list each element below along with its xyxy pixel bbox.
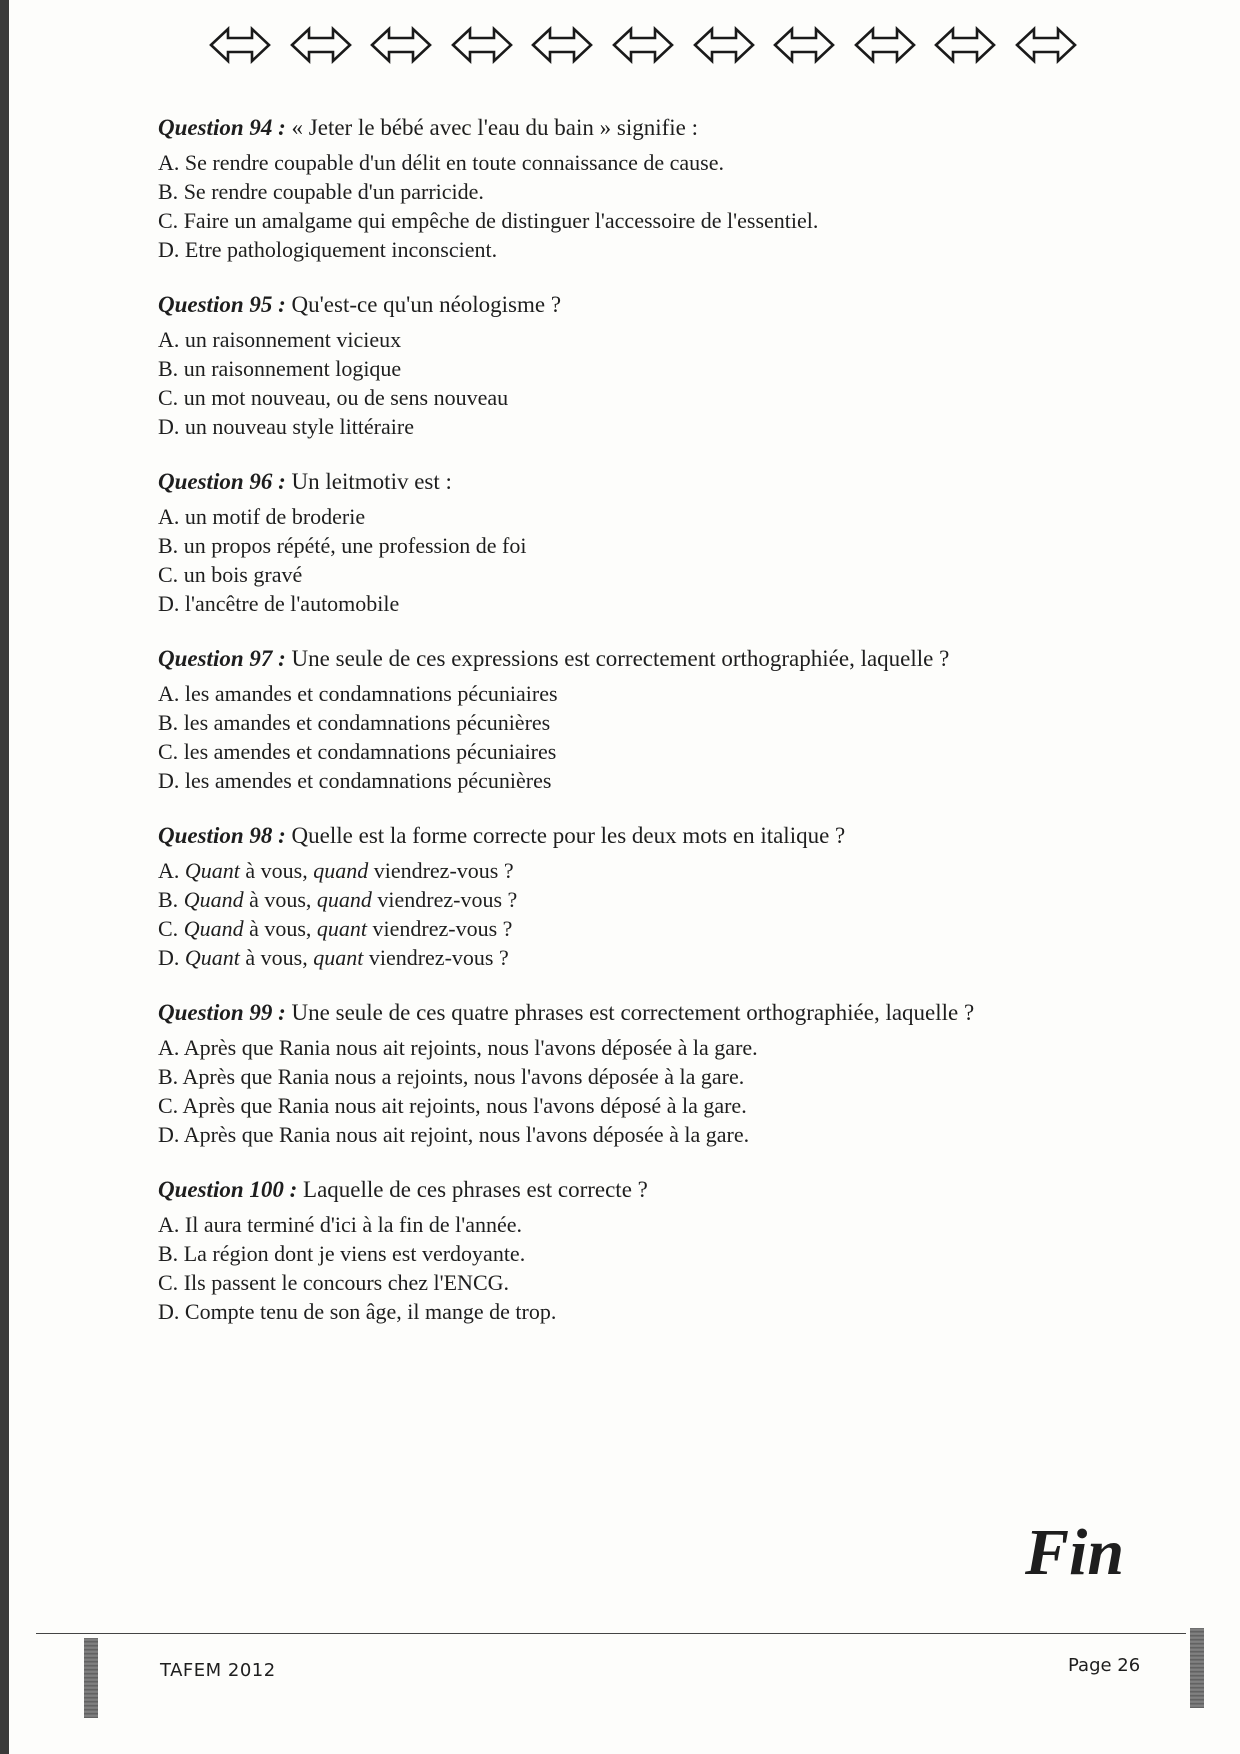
question-block bbox=[158, 820, 1058, 972]
answer-option bbox=[158, 885, 1058, 914]
answer-option bbox=[158, 148, 1058, 177]
option-text: un motif de broderie bbox=[184, 504, 366, 529]
footer-exam-name: TAFEM 2012 bbox=[160, 1660, 276, 1681]
question-heading bbox=[158, 997, 1058, 1029]
question-block bbox=[158, 643, 1058, 795]
option-letter: C. bbox=[158, 1093, 179, 1118]
question-heading bbox=[158, 289, 1058, 321]
answer-option bbox=[158, 560, 1058, 589]
option-letter: B. bbox=[158, 1241, 179, 1266]
option-letter: B. bbox=[158, 710, 179, 735]
question-number: Question 100 : bbox=[158, 1177, 298, 1202]
answer-option bbox=[158, 1210, 1058, 1239]
option-text: un bois gravé bbox=[183, 562, 303, 587]
question-text: « Jeter le bébé avec l'eau du bain » signifie : bbox=[291, 115, 699, 140]
option-text: Ils passent le concours chez l'ENCG. bbox=[183, 1270, 510, 1295]
option-italic-word: Quant bbox=[184, 945, 240, 970]
option-text: viendrez-vous ? bbox=[371, 887, 518, 912]
answer-option bbox=[158, 235, 1058, 264]
ornament-row bbox=[208, 20, 1078, 70]
option-letter: C. bbox=[158, 385, 179, 410]
double-arrow-icon bbox=[450, 25, 514, 65]
double-arrow-icon bbox=[611, 25, 675, 65]
option-letter: B. bbox=[158, 1064, 179, 1089]
option-letter: D. bbox=[158, 1122, 180, 1147]
question-list bbox=[158, 112, 1058, 1351]
answer-option bbox=[158, 1268, 1058, 1297]
question-block bbox=[158, 112, 1058, 264]
option-text: Se rendre coupable d'un parricide. bbox=[183, 179, 484, 204]
option-text: Se rendre coupable d'un délit en toute connaissance de cause. bbox=[184, 150, 724, 175]
option-text: à vous, bbox=[239, 945, 314, 970]
answer-option bbox=[158, 383, 1058, 412]
option-letter: D. bbox=[158, 591, 180, 616]
end-mark: Fin bbox=[1025, 1516, 1125, 1589]
option-letter: A. bbox=[158, 1212, 180, 1237]
option-text: un mot nouveau, ou de sens nouveau bbox=[183, 385, 509, 410]
question-number: Question 95 : bbox=[158, 292, 286, 317]
option-text: Après que Rania nous ait rejoint, nous l'avons déposée à la gare. bbox=[183, 1122, 750, 1147]
option-text: viendrez-vous ? bbox=[367, 916, 513, 941]
option-letter: A. bbox=[158, 150, 180, 175]
option-text: les amendes et condamnations pécunières bbox=[184, 768, 552, 793]
option-text: Après que Rania nous ait rejoints, nous l'avons déposée à la gare. bbox=[183, 1035, 758, 1060]
footer-scan-bar-right bbox=[1190, 1628, 1204, 1708]
option-text: les amandes et condamnations pécunières bbox=[183, 710, 551, 735]
answer-option bbox=[158, 1239, 1058, 1268]
question-heading bbox=[158, 820, 1058, 852]
answer-option bbox=[158, 1062, 1058, 1091]
option-text: viendrez-vous ? bbox=[368, 858, 514, 883]
option-text: Etre pathologiquement inconscient. bbox=[184, 237, 498, 262]
question-number: Question 94 : bbox=[158, 115, 286, 140]
option-text: Compte tenu de son âge, il mange de trop. bbox=[184, 1299, 557, 1324]
double-arrow-icon bbox=[772, 25, 836, 65]
question-text: Laquelle de ces phrases est correcte ? bbox=[303, 1177, 648, 1202]
answer-option bbox=[158, 708, 1058, 737]
option-letter: C. bbox=[158, 208, 179, 233]
option-letter: D. bbox=[158, 1299, 180, 1324]
double-arrow-icon bbox=[692, 25, 756, 65]
option-letter: C. bbox=[158, 739, 179, 764]
question-heading bbox=[158, 112, 1058, 144]
option-italic-word: Quand bbox=[183, 887, 244, 912]
option-text: Après que Rania nous ait rejoints, nous l'avons déposé à la gare. bbox=[182, 1093, 747, 1118]
scan-edge bbox=[0, 0, 9, 1754]
double-arrow-icon bbox=[1014, 25, 1078, 65]
question-block bbox=[158, 1174, 1058, 1326]
double-arrow-icon bbox=[208, 25, 272, 65]
option-letter: D. bbox=[158, 414, 180, 439]
footer-rule bbox=[36, 1633, 1186, 1634]
option-letter: D. bbox=[158, 768, 180, 793]
footer-page-number: Page 26 bbox=[1068, 1655, 1141, 1676]
question-block bbox=[158, 997, 1058, 1149]
answer-option bbox=[158, 679, 1058, 708]
option-italic-word: Quand bbox=[183, 916, 244, 941]
answer-option bbox=[158, 1091, 1058, 1120]
option-text: les amendes et condamnations pécuniaires bbox=[183, 739, 557, 764]
double-arrow-icon bbox=[530, 25, 594, 65]
option-text: un raisonnement vicieux bbox=[184, 327, 402, 352]
answer-option bbox=[158, 1120, 1058, 1149]
question-text: Qu'est-ce qu'un néologisme ? bbox=[291, 292, 562, 317]
option-text: l'ancêtre de l'automobile bbox=[184, 591, 400, 616]
double-arrow-icon bbox=[289, 25, 353, 65]
answer-option bbox=[158, 412, 1058, 441]
option-italic-word: quand bbox=[313, 858, 369, 883]
option-letter: B. bbox=[158, 356, 179, 381]
question-heading bbox=[158, 466, 1058, 498]
option-letter: C. bbox=[158, 562, 179, 587]
option-letter: A. bbox=[158, 1035, 180, 1060]
double-arrow-icon bbox=[369, 25, 433, 65]
option-italic-word: quant bbox=[313, 945, 364, 970]
footer-scan-bar-left bbox=[84, 1638, 98, 1718]
option-letter: A. bbox=[158, 504, 180, 529]
answer-option bbox=[158, 325, 1058, 354]
answer-option bbox=[158, 354, 1058, 383]
answer-option bbox=[158, 1297, 1058, 1326]
question-number: Question 98 : bbox=[158, 823, 286, 848]
answer-option bbox=[158, 737, 1058, 766]
option-letter: C. bbox=[158, 1270, 179, 1295]
option-letter: A. bbox=[158, 858, 180, 883]
question-number: Question 99 : bbox=[158, 1000, 286, 1025]
question-number: Question 97 : bbox=[158, 646, 286, 671]
option-text: à vous, bbox=[243, 887, 317, 912]
answer-option bbox=[158, 531, 1058, 560]
double-arrow-icon bbox=[933, 25, 997, 65]
answer-option bbox=[158, 206, 1058, 235]
answer-option bbox=[158, 177, 1058, 206]
answer-option bbox=[158, 856, 1058, 885]
question-text: Une seule de ces expressions est correctement orthographiée, laquelle ? bbox=[291, 646, 950, 671]
answer-option bbox=[158, 1033, 1058, 1062]
option-text: Faire un amalgame qui empêche de distinguer l'accessoire de l'essentiel. bbox=[183, 208, 819, 233]
option-letter: B. bbox=[158, 887, 179, 912]
question-text: Une seule de ces quatre phrases est correctement orthographiée, laquelle ? bbox=[291, 1000, 975, 1025]
option-letter: D. bbox=[158, 945, 180, 970]
question-text: Un leitmotiv est : bbox=[291, 469, 452, 494]
question-heading bbox=[158, 1174, 1058, 1206]
option-text: La région dont je viens est verdoyante. bbox=[183, 1241, 526, 1266]
question-block bbox=[158, 289, 1058, 441]
option-text: viendrez-vous ? bbox=[363, 945, 509, 970]
option-letter: D. bbox=[158, 237, 180, 262]
question-heading bbox=[158, 643, 1058, 675]
answer-option bbox=[158, 943, 1058, 972]
question-block bbox=[158, 466, 1058, 618]
option-text: les amandes et condamnations pécuniaires bbox=[184, 681, 558, 706]
option-italic-word: Quant bbox=[184, 858, 240, 883]
answer-option bbox=[158, 502, 1058, 531]
option-text: à vous, bbox=[243, 916, 317, 941]
option-text: un raisonnement logique bbox=[183, 356, 402, 381]
option-letter: B. bbox=[158, 179, 179, 204]
option-letter: B. bbox=[158, 533, 179, 558]
option-italic-word: quand bbox=[316, 887, 372, 912]
option-text: à vous, bbox=[239, 858, 314, 883]
option-letter: A. bbox=[158, 681, 180, 706]
option-text: un propos répété, une profession de foi bbox=[183, 533, 527, 558]
option-text: un nouveau style littéraire bbox=[184, 414, 414, 439]
option-letter: A. bbox=[158, 327, 180, 352]
answer-option bbox=[158, 589, 1058, 618]
option-italic-word: quant bbox=[316, 916, 368, 941]
question-number: Question 96 : bbox=[158, 469, 286, 494]
answer-option bbox=[158, 914, 1058, 943]
double-arrow-icon bbox=[853, 25, 917, 65]
option-text: Il aura terminé d'ici à la fin de l'année. bbox=[184, 1212, 523, 1237]
option-letter: C. bbox=[158, 916, 179, 941]
option-text: Après que Rania nous a rejoints, nous l'avons déposée à la gare. bbox=[182, 1064, 745, 1089]
question-text: Quelle est la forme correcte pour les deux mots en italique ? bbox=[291, 823, 846, 848]
answer-option bbox=[158, 766, 1058, 795]
